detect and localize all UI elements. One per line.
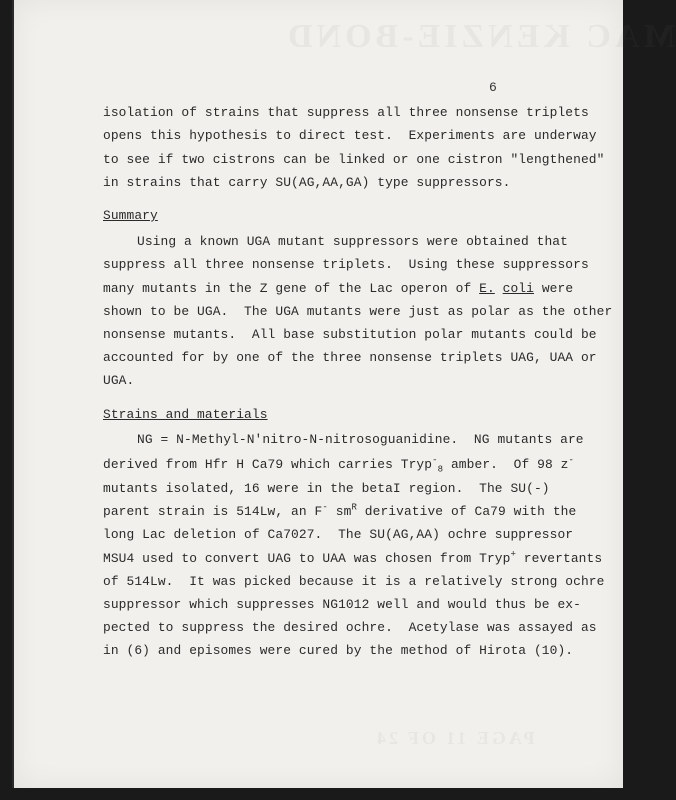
document-page: [12, 0, 676, 788]
intro-line: to see if two cistrons can be linked or one cistron "lengthened": [103, 152, 605, 167]
summary-line: UGA.: [103, 373, 135, 388]
summary-line: suppress all three nonsense triplets. Using these suppressors: [103, 257, 589, 272]
strains-line: MSU4 used to convert UAG to UAA was chosen from Tryp+ revertants: [103, 549, 603, 566]
strains-line: long Lac deletion of Ca7027. The SU(AG,AA) ochre suppressor: [103, 527, 574, 542]
strains-line: in (6) and episomes were cured by the method of Hirota (10).: [103, 643, 574, 658]
page-number: 6: [489, 80, 497, 95]
summary-line: Using a known UGA mutant suppressors were obtained that: [137, 234, 568, 249]
bleed-through-mark: PAGE 11 OF 24: [374, 728, 535, 748]
summary-line: accounted for by one of the three nonsense triplets UAG, UAA or: [103, 350, 597, 365]
strains-line: pected to suppress the desired ochre. Acetylase was assayed as: [103, 620, 597, 635]
strains-line: of 514Lw. It was picked because it is a relatively strong ochre: [103, 574, 605, 589]
strains-line: mutants isolated, 16 were in the betaI region. The SU(-): [103, 481, 550, 496]
intro-line: in strains that carry SU(AG,AA,GA) type suppressors.: [103, 175, 511, 190]
summary-heading: Summary: [103, 208, 158, 223]
strains-heading: Strains and materials: [103, 407, 268, 422]
strains-line: derived from Hfr H Ca79 which carries Tryp-$_8$ amber. Of 98 z-: [103, 455, 575, 475]
summary-line: many mutants in the Z gene of the Lac operon of E. coli were: [103, 281, 574, 296]
intro-line: opens this hypothesis to direct test. Experiments are underway: [103, 128, 597, 143]
intro-line: isolation of strains that suppress all three nonsense triplets: [103, 105, 589, 120]
bleed-through-mark: MAC KENZIE-BOND: [284, 18, 676, 55]
summary-line: shown to be UGA. The UGA mutants were just as polar as the other: [103, 304, 613, 319]
genus-abbreviation: E.: [479, 281, 495, 296]
species-name: coli: [502, 281, 534, 296]
strains-line: suppressor which suppresses NG1012 well and would thus be ex-: [103, 597, 581, 612]
strains-line: NG = N-Methyl-N'nitro-N-nitrosoguanidine. NG mutants are: [137, 432, 584, 447]
strains-line: parent strain is 514Lw, an F- $sm^R$ derivative of Ca79 with the: [103, 502, 577, 519]
summary-line: nonsense mutants. All base substitution polar mutants could be: [103, 327, 597, 342]
